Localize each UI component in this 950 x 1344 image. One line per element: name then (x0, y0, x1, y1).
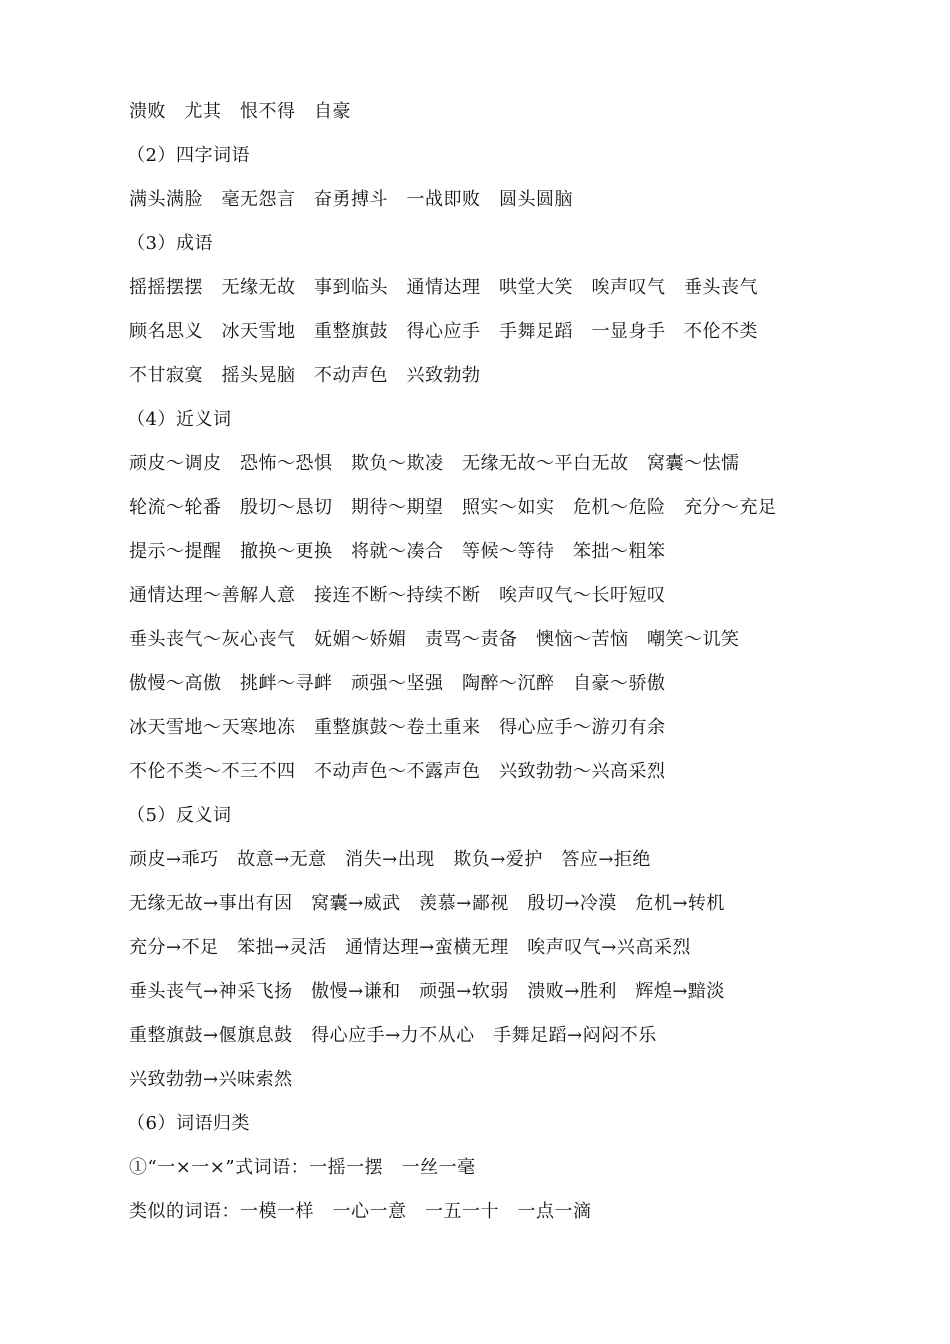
text-line: 充分→不足 笨拙→灵活 通情达理→蛮横无理 唉声叹气→兴高采烈 (129, 937, 691, 958)
text-line: ①“一×一×”式词语：一摇一摆 一丝一毫 (129, 1157, 476, 1178)
text-line: 摇摇摆摆 无缘无故 事到临头 通情达理 哄堂大笑 唉声叹气 垂头丧气 (129, 277, 758, 298)
text-line: 无缘无故→事出有因 窝囊→威武 羡慕→鄙视 殷切→冷漠 危机→转机 (129, 893, 725, 914)
section-heading: （3）成语 (127, 233, 213, 254)
text-line: 顾名思义 冰天雪地 重整旗鼓 得心应手 手舞足蹈 一显身手 不伦不类 (129, 321, 758, 342)
text-line: 傲慢～高傲 挑衅～寻衅 顽强～坚强 陶醉～沉醉 自豪～骄傲 (129, 673, 666, 694)
text-line: 冰天雪地～天寒地冻 重整旗鼓～卷土重来 得心应手～游刃有余 (129, 717, 666, 738)
text-line: 垂头丧气～灰心丧气 妩媚～娇媚 责骂～责备 懊恼～苦恼 嘲笑～讥笑 (129, 629, 740, 650)
section-heading: （2）四字词语 (127, 145, 250, 166)
text-line: 顽皮～调皮 恐怖～恐惧 欺负～欺凌 无缘无故～平白无故 窝囊～怯懦 (129, 453, 740, 474)
section-heading: （6）词语归类 (127, 1113, 250, 1134)
text-line: 提示～提醒 撤换～更换 将就～凑合 等候～等待 笨拙～粗笨 (129, 541, 666, 562)
text-line: 溃败 尤其 恨不得 自豪 (129, 101, 351, 122)
text-line: 垂头丧气→神采飞扬 傲慢→谦和 顽强→软弱 溃败→胜利 辉煌→黯淡 (129, 981, 725, 1002)
text-line: 顽皮→乖巧 故意→无意 消失→出现 欺负→爱护 答应→拒绝 (129, 849, 651, 870)
text-line: 类似的词语：一模一样 一心一意 一五一十 一点一滴 (129, 1201, 592, 1222)
section-heading: （5）反义词 (127, 805, 232, 826)
text-line: 通情达理～善解人意 接连不断～持续不断 唉声叹气～长吁短叹 (129, 585, 666, 606)
text-line: 不伦不类～不三不四 不动声色～不露声色 兴致勃勃～兴高采烈 (129, 761, 666, 782)
text-line: 满头满脸 毫无怨言 奋勇搏斗 一战即败 圆头圆脑 (129, 189, 573, 210)
section-heading: （4）近义词 (127, 409, 232, 430)
text-line: 不甘寂寞 摇头晃脑 不动声色 兴致勃勃 (129, 365, 481, 386)
text-line: 兴致勃勃→兴味索然 (129, 1069, 293, 1090)
text-line: 轮流～轮番 殷切～恳切 期待～期望 照实～如实 危机～危险 充分～充足 (129, 497, 777, 518)
text-line: 重整旗鼓→偃旗息鼓 得心应手→力不从心 手舞足蹈→闷闷不乐 (129, 1025, 657, 1046)
